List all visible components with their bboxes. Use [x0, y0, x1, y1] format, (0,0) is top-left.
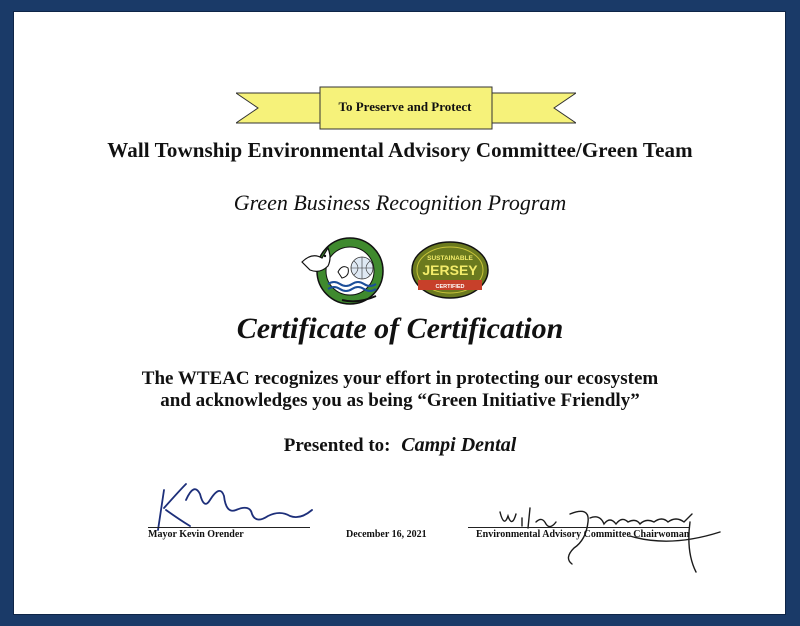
banner-text: To Preserve and Protect — [338, 99, 472, 114]
recognition-line-2: and acknowledges you as being “Green Initiative Friendly” — [160, 390, 640, 411]
mayor-label: Mayor Kevin Orender — [148, 529, 244, 540]
sj-line3: CERTIFIED — [435, 284, 465, 290]
chairwoman-label: Environmental Advisory Committee Chairwoman — [476, 529, 690, 540]
date-label: December 16, 2021 — [346, 529, 427, 540]
presented-label: Presented to: — [283, 435, 391, 456]
presented-to — [40, 434, 760, 457]
mayor-signature — [140, 470, 320, 532]
recipient-name: Campi Dental — [401, 434, 517, 456]
chairwoman-signature-line — [468, 527, 690, 528]
committee-title: Wall Township Environmental Advisory Committee/Green Team — [107, 138, 693, 162]
wall-township-eac-logo — [298, 234, 398, 308]
sj-line2: JERSEY — [422, 262, 478, 278]
mayor-signature-line — [148, 527, 310, 528]
certificate-title: Certificate of Certification — [236, 312, 564, 345]
program-title: Green Business Recognition Program — [233, 190, 567, 215]
recognition-line-1: The WTEAC recognizes your effort in protecting our ecosystem — [141, 368, 659, 389]
sj-line1: SUSTAINABLE — [427, 255, 473, 262]
sustainable-jersey-certified-logo — [410, 240, 490, 300]
